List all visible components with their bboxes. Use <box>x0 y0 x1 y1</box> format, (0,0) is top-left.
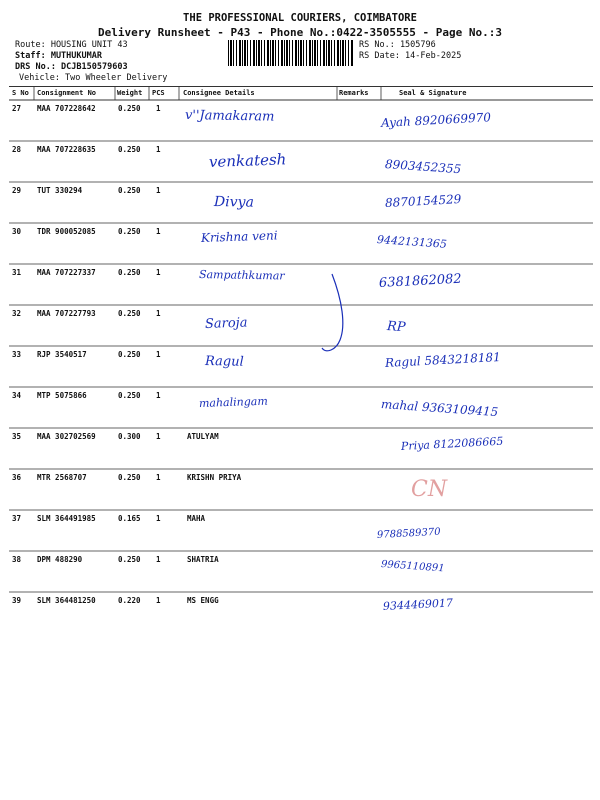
row-pcs: 1 <box>156 227 161 236</box>
row-consignee-handwritten: Krishna veni <box>200 228 278 245</box>
row-weight: 0.250 <box>118 268 141 277</box>
row-pcs: 1 <box>156 104 161 113</box>
row-signature: 8903452355 <box>384 157 462 177</box>
row-consignee-handwritten: venkatesh <box>208 150 287 171</box>
row-sno: 35 <box>12 432 22 441</box>
row-sno: 30 <box>12 227 22 236</box>
row-consignment-no: MAA 707228642 <box>37 104 96 113</box>
col-header-remarks: Remarks <box>339 89 369 97</box>
row-consignment-no: MTP 5075866 <box>37 391 87 400</box>
row-sno: 36 <box>12 473 22 482</box>
col-header-signature: Seal & Signature <box>399 89 467 97</box>
row-consignment-no: TDR 900052085 <box>37 227 96 236</box>
row-weight: 0.250 <box>118 391 141 400</box>
col-header-weight: Weight <box>117 89 143 97</box>
row-sno: 29 <box>12 186 22 195</box>
row-consignment-no: MAA 707227793 <box>37 309 96 318</box>
row-pcs: 1 <box>156 473 161 482</box>
table-grid <box>9 86 593 631</box>
row-sno: 28 <box>12 145 22 154</box>
row-signature: Ragul 5843218181 <box>384 349 502 370</box>
row-sno: 38 <box>12 555 22 564</box>
row-weight: 0.165 <box>118 514 141 523</box>
row-pcs: 1 <box>156 391 161 400</box>
row-consignment-no: SLM 364481250 <box>37 596 96 605</box>
row-pcs: 1 <box>156 432 161 441</box>
row-weight: 0.250 <box>118 186 141 195</box>
row-weight: 0.300 <box>118 432 141 441</box>
pen-stroke <box>312 270 352 360</box>
row-sno: 27 <box>12 104 22 113</box>
row-consignment-no: MAA 302702569 <box>37 432 96 441</box>
row-signature: 9788589370 <box>376 526 441 541</box>
col-header-sno: S No <box>12 89 29 97</box>
col-header-pcs: PCS <box>152 89 165 97</box>
drs-number: DRS No.: DCJB150579603 <box>15 62 128 72</box>
row-sno: 32 <box>12 309 22 318</box>
runsheet-title: Delivery Runsheet - P43 - Phone No.:0422-3505555 - Page No.:3 <box>98 26 502 39</box>
rs-number: RS No.: 1505796 <box>359 40 436 50</box>
row-signature: 9344469017 <box>382 596 454 613</box>
row-pcs: 1 <box>156 514 161 523</box>
row-pcs: 1 <box>156 350 161 359</box>
row-sno: 37 <box>12 514 22 523</box>
row-weight: 0.220 <box>118 596 141 605</box>
row-signature: mahal 9363109415 <box>380 397 499 420</box>
row-pcs: 1 <box>156 596 161 605</box>
row-pcs: 1 <box>156 309 161 318</box>
row-weight: 0.250 <box>118 309 141 318</box>
row-sno: 33 <box>12 350 22 359</box>
barcode <box>228 40 354 66</box>
row-signature: RP <box>386 319 407 336</box>
row-consignment-no: RJP 3540517 <box>37 350 87 359</box>
row-consignment-no: DPM 488290 <box>37 555 83 564</box>
stamp-mark: CN <box>411 477 448 502</box>
row-consignee-printed: MAHA <box>187 514 206 523</box>
row-sno: 31 <box>12 268 22 277</box>
row-signature: Ayah 8920669970 <box>380 110 492 130</box>
row-weight: 0.250 <box>118 227 141 236</box>
row-consignment-no: MAA 707228635 <box>37 145 96 154</box>
route-label: Route: HOUSING UNIT 43 <box>15 40 128 50</box>
col-header-consignment: Consignment No <box>37 89 97 97</box>
row-consignee-printed: KRISHN PRIYA <box>187 473 242 482</box>
row-signature: 9442131365 <box>376 233 448 251</box>
row-consignment-no: MAA 707227337 <box>37 268 96 277</box>
row-sno: 34 <box>12 391 22 400</box>
row-consignment-no: MTR 2568707 <box>37 473 87 482</box>
row-consignee-printed: SHATRIA <box>187 555 219 564</box>
vehicle-label: Vehicle: Two Wheeler Delivery <box>19 73 168 83</box>
row-signature: Priya 8122086665 <box>400 434 504 453</box>
col-header-consignee: Consignee Details <box>183 89 255 97</box>
row-signature: 8870154529 <box>384 192 462 210</box>
row-consignee-handwritten: mahalingam <box>198 394 268 410</box>
row-weight: 0.250 <box>118 555 141 564</box>
row-signature: 9965110891 <box>380 559 445 575</box>
row-consignment-no: SLM 364491985 <box>37 514 96 523</box>
row-consignee-printed: ATULYAM <box>187 432 219 441</box>
staff-label: Staff: MUTHUKUMAR <box>15 51 102 61</box>
row-signature: 6381862082 <box>378 271 462 291</box>
row-weight: 0.250 <box>118 350 141 359</box>
row-pcs: 1 <box>156 145 161 154</box>
rs-date: RS Date: 14-Feb-2025 <box>359 51 462 61</box>
row-pcs: 1 <box>156 268 161 277</box>
row-weight: 0.250 <box>118 145 141 154</box>
row-weight: 0.250 <box>118 104 141 113</box>
row-consignee-printed: MS ENGG <box>187 596 219 605</box>
company-title: THE PROFESSIONAL COURIERS, COIMBATORE <box>183 12 417 24</box>
row-weight: 0.250 <box>118 473 141 482</box>
row-consignee-handwritten: v''Jamakaram <box>184 108 275 125</box>
delivery-table <box>9 86 593 631</box>
row-consignment-no: TUT 330294 <box>37 186 83 195</box>
row-consignee-handwritten: Divya <box>213 194 255 211</box>
row-consignee-handwritten: Ragul <box>204 354 244 370</box>
row-pcs: 1 <box>156 186 161 195</box>
row-consignee-handwritten: Saroja <box>204 315 248 332</box>
row-sno: 39 <box>12 596 22 605</box>
row-pcs: 1 <box>156 555 161 564</box>
row-consignee-handwritten: Sampathkumar <box>198 268 285 283</box>
